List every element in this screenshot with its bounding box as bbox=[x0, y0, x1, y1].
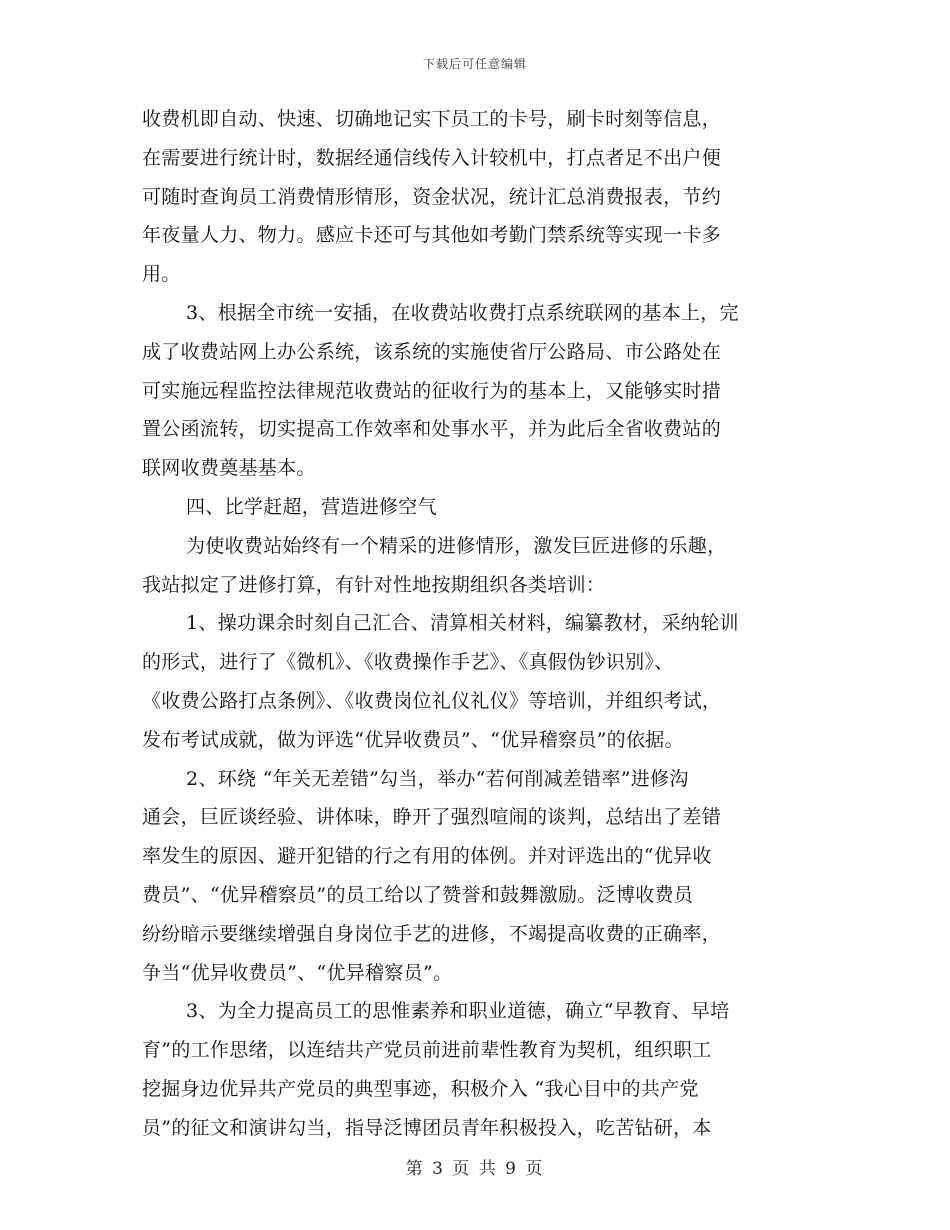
text-line: 争当“优异收费员”、“优异稽察员”。 bbox=[142, 961, 453, 984]
text-line: 《收费公路打点条例》、《收费岗位礼仪礼仪》等培训，并组织考试， bbox=[142, 689, 722, 712]
text-line: 纷纷暗示要继续增强自身岗位手艺的进修，不竭提高收费的正确率， bbox=[142, 922, 722, 945]
text-line: 可随时查询员工消费情形情形，资金状况，统计汇总消费报表，节约 bbox=[142, 185, 722, 208]
page-footer: 第 3 页 共 9 页 bbox=[405, 1159, 545, 1179]
text-line: 发布考试成就，做为评选“优异收费员”、“优异稽察员”的依据。 bbox=[142, 728, 684, 751]
text-line: 收费机即自动、快速、切确地记实下员工的卡号，刷卡时刻等信息， bbox=[142, 108, 722, 130]
text-line: 通会，巨匠谈经验、讲体味，睁开了强烈喧闹的谈判，总结出了差错 bbox=[142, 806, 722, 829]
text-line: 在需要进行统计时，数据经通信线传入计较机中，打点者足不出户便 bbox=[142, 146, 722, 169]
paragraph-start-line: 2、环绕 “年关无差错”勾当，举办“若何削减差错率”进修沟 bbox=[186, 767, 689, 790]
text-line: 育”的工作思绪，以连结共产党员前进前辈性教育为契机，组织职工 bbox=[142, 1039, 712, 1062]
text-line: 置公函流转，切实提高工作效率和处事水平，并为此后全省收费站的 bbox=[142, 418, 722, 441]
text-line: 联网收费奠基基本。 bbox=[142, 457, 316, 480]
text-line: 可实施远程监控法律规范收费站的征收行为的基本上，又能够实时措 bbox=[142, 379, 722, 402]
text-line: 年夜量人力、物力。感应卡还可与其他如考勤门禁系统等实现一卡多 bbox=[142, 224, 722, 247]
text-line: 的形式，进行了《微机》、《收费操作手艺》、《真假伪钞识别》、 bbox=[142, 651, 674, 674]
paragraph-start-line: 3、根据全市统一安插，在收费站收费打点系统联网的基本上，完 bbox=[186, 301, 739, 324]
text-line: 挖掘身边优异共产党员的典型事迹，积极介入 “我心目中的共产党 bbox=[142, 1077, 699, 1100]
paragraph-start-line: 1、操功课余时刻自己汇合、清算相关材料，编纂教材，采纳轮训 bbox=[186, 612, 739, 635]
document-body bbox=[142, 100, 808, 1148]
paragraph-start-line: 为使收费站始终有一个精采的进修情形，激发巨匠进修的乐趣， bbox=[186, 534, 727, 557]
section-heading: 四、比学赶超，营造进修空气 bbox=[186, 495, 437, 518]
text-line: 率发生的原因、避开犯错的行之有用的体例。并对评选出的“优异收 bbox=[142, 845, 712, 868]
page-header: 下载后可任意编辑 bbox=[422, 57, 527, 71]
text-line: 员”的征文和演讲勾当，指导泛博团员青年积极投入，吃苦钻研，本 bbox=[142, 1116, 712, 1139]
paragraph-start-line: 3、为全力提高员工的思惟素养和职业道德，确立“早教育、早培 bbox=[186, 1000, 730, 1023]
text-line: 费员”、“优异稽察员”的员工给以了赞誉和鼓舞激励。泛博收费员 bbox=[142, 883, 694, 906]
text-line: 用。 bbox=[142, 263, 181, 286]
text-line: 成了收费站网上办公系统，该系统的实施使省厅公路局、市公路处在 bbox=[142, 340, 722, 363]
text-line: 我站拟定了进修打算，有针对性地按期组织各类培训： bbox=[142, 573, 606, 596]
